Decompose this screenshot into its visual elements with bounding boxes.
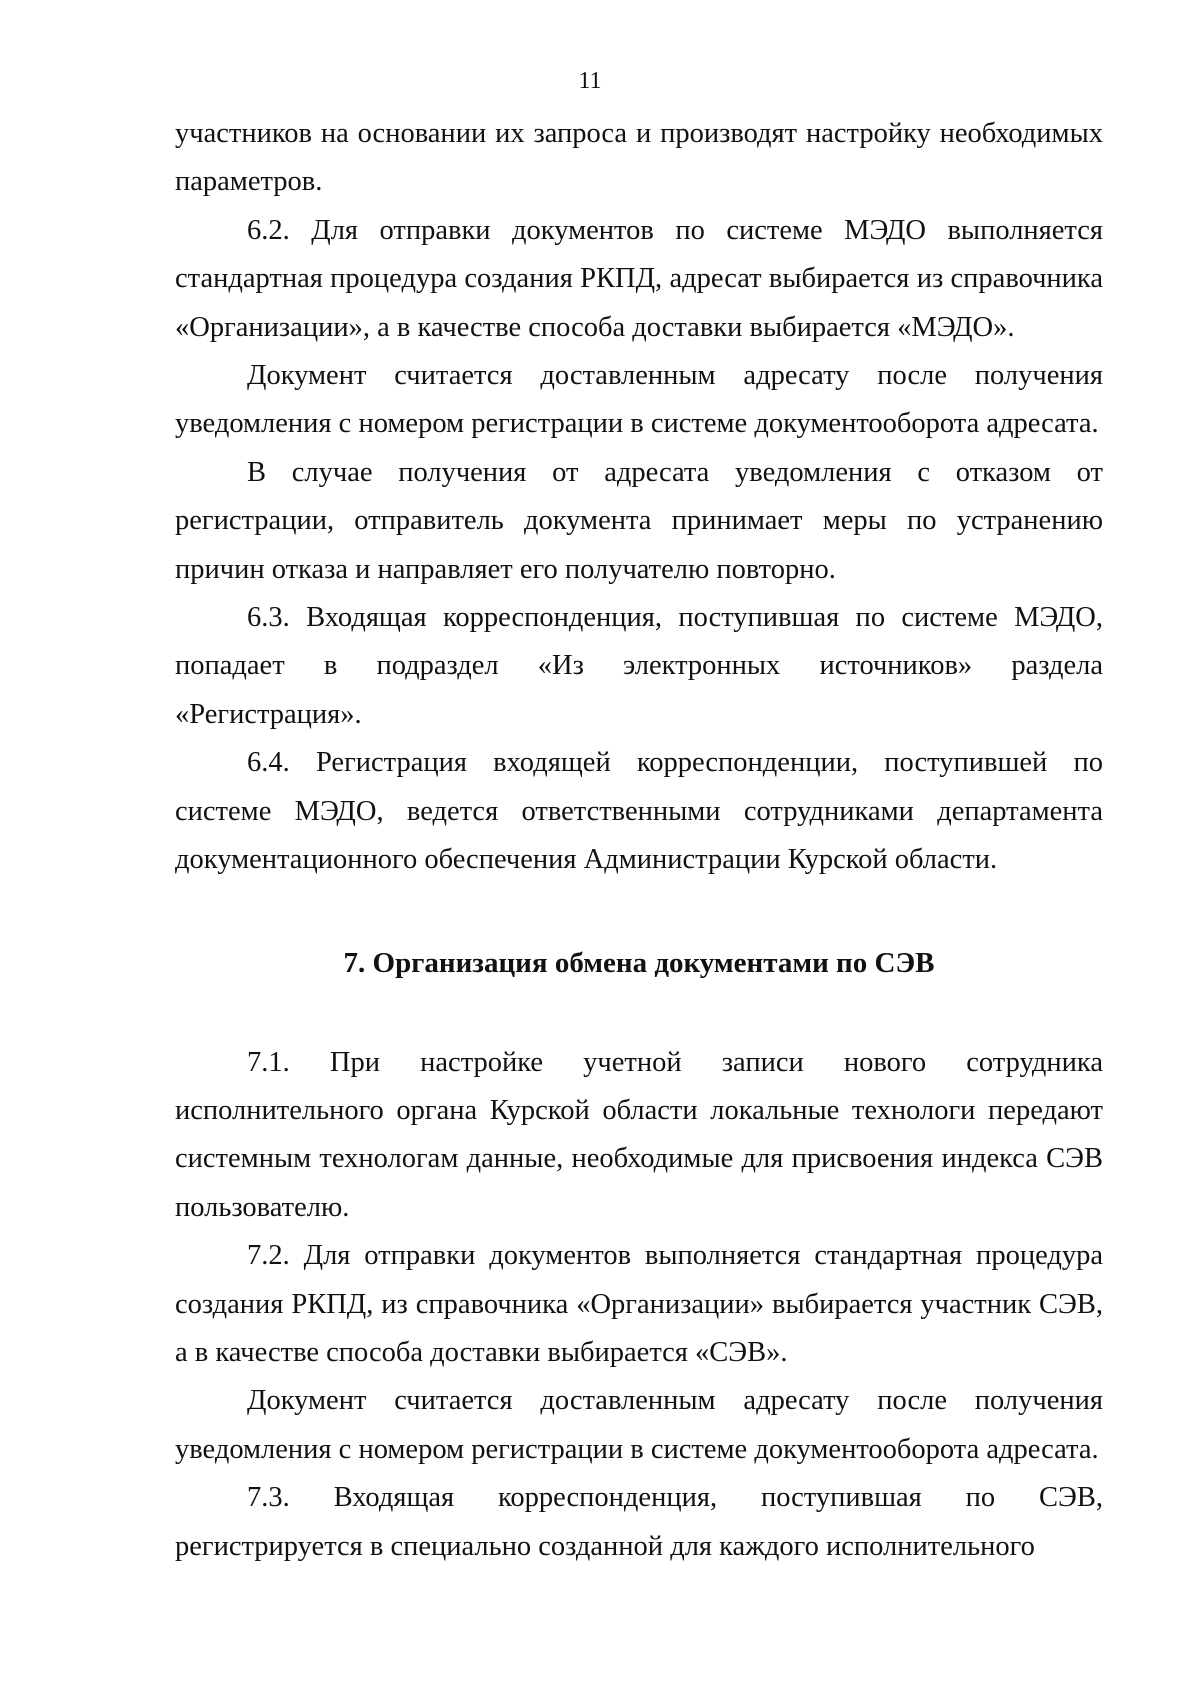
paragraph-6-4: 6.4. Регистрация входящей корреспонденции, поступившей по системе МЭДО, ведется ответственными сотрудниками департамента документационного обеспечения Администрации Курской области. (175, 747, 1103, 876)
paragraph-7-2: 7.2. Для отправки документов выполняется стандартная процедура создания РКПД, из справочника «Организации» выбирается участник СЭВ, а в качестве способа доставки выбирается «СЭВ». (175, 1240, 1103, 1368)
paragraph-6-3: 6.3. Входящая корреспонденция, поступившая по системе МЭДО, попадает в подраздел «Из электронных источников» раздела «Регистрация». (175, 602, 1103, 730)
document-body (175, 110, 1103, 1571)
paragraph-continuation: участников на основании их запроса и производят настройку необходимых параметров. (175, 118, 1103, 198)
paragraph-6-2-refusal: В случае получения от адресата уведомления с отказом от регистрации, отправитель документа принимает меры по устранению причин отказа и направляет его получателю повторно. (175, 456, 1103, 585)
paragraph-6-2: 6.2. Для отправки документов по системе МЭДО выполняется стандартная процедура создания РКПД, адресат выбирается из справочника «Организации», а в качестве способа доставки выбирается «МЭДО». (175, 214, 1103, 343)
section-heading-7: 7. Организация обмена документами по СЭВ (343, 946, 935, 979)
paragraph-7-1: 7.1. При настройке учетной записи нового сотрудника исполнительного органа Курской области локальные технологи передают системным технологам данные, необходимые для присвоения индекса СЭВ пользователю. (175, 1046, 1103, 1223)
paragraph-7-2-delivered: Документ считается доставленным адресату после получения уведомления с номером регистрации в системе документооборота адресата. (175, 1385, 1103, 1465)
paragraph-7-3: 7.3. Входящая корреспонденция, поступившая по СЭВ, регистрируется в специально созданной для каждого исполнительного (175, 1482, 1103, 1562)
page-number: 11 (578, 68, 602, 94)
paragraph-6-2-delivered: Документ считается доставленным адресату после получения уведомления с номером регистрации в системе документооборота адресата. (175, 360, 1103, 440)
